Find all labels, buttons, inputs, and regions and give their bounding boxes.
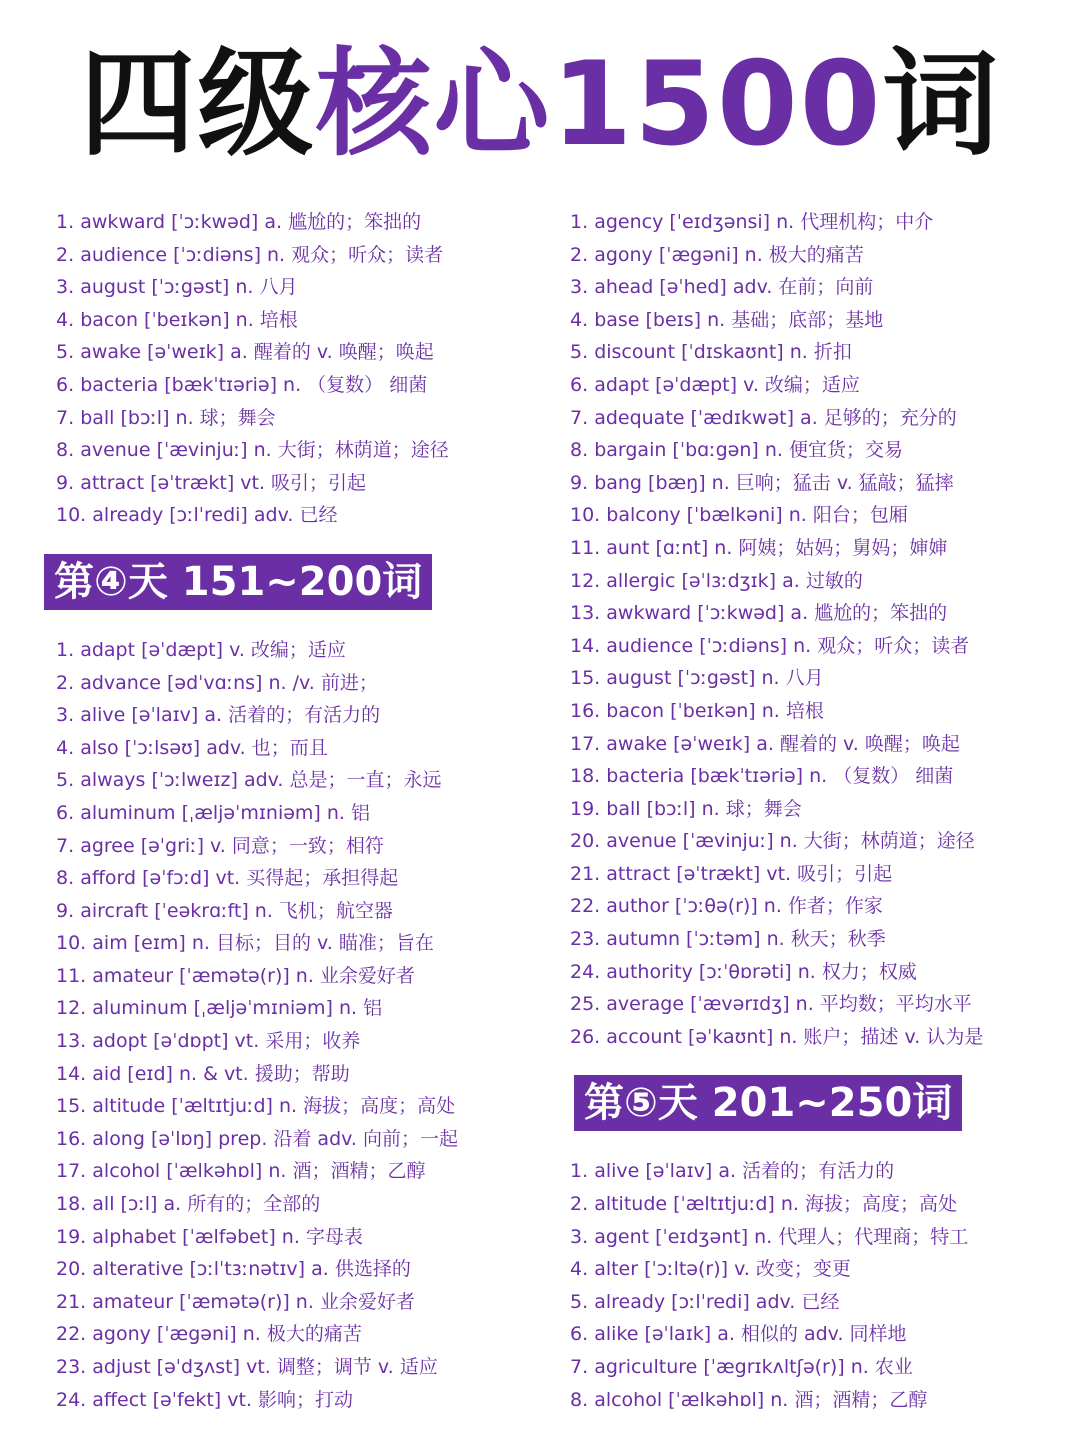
entry-text: base [beɪs] n. 基础；底部；基地	[594, 308, 884, 331]
word-entry	[56, 402, 556, 435]
word-entry	[56, 764, 556, 797]
word-entry	[56, 1025, 556, 1058]
entry-text: avenue [ˈævinjuː] n. 大街；林荫道；途径	[606, 830, 975, 853]
entry-text: audience [ˈɔːdiəns] n. 观众；听众；读者	[80, 243, 444, 266]
entry-text: bacteria [bækˈtɪəriə] n. （复数） 细菌	[606, 765, 954, 788]
entry-number: 7.	[56, 834, 75, 857]
entry-number: 6.	[570, 373, 589, 396]
word-entry	[56, 830, 556, 863]
entry-text: autumn [ˈɔːtəm] n. 秋天；秋季	[606, 928, 886, 951]
word-entry	[570, 956, 1070, 989]
page-title	[0, 37, 1080, 172]
word-entry	[56, 1286, 556, 1319]
word-entry	[570, 499, 1070, 532]
entry-text: alike [əˈlaɪk] a. 相似的 adv. 同样地	[594, 1323, 907, 1346]
word-entry	[56, 927, 556, 960]
entry-text: bacon [ˈbeɪkən] n. 培根	[80, 308, 298, 331]
entry-number: 2.	[570, 243, 589, 266]
entry-text: awake [əˈweɪk] a. 醒着的 v. 唤醒；唤起	[80, 341, 434, 364]
entry-number: 8.	[56, 439, 75, 462]
entry-number: 11.	[570, 536, 601, 559]
entry-text: aluminum [ˌæljəˈmɪniəm] n. 铝	[92, 997, 383, 1020]
entry-number: 14.	[56, 1062, 87, 1085]
entry-text: august [ˈɔːgəst] n. 八月	[80, 276, 298, 299]
title-part-purple: 核心1500	[315, 37, 883, 172]
word-entry	[56, 797, 556, 830]
entry-number: 5.	[56, 769, 75, 792]
word-entry	[570, 206, 1070, 239]
entry-text: adopt [əˈdɒpt] vt. 采用；收养	[92, 1030, 361, 1053]
entry-text: altitude [ˈæltɪtjuːd] n. 海拔；高度；高处	[92, 1095, 456, 1118]
entry-number: 3.	[56, 704, 75, 727]
word-entry	[570, 1351, 1070, 1384]
entry-number: 9.	[56, 899, 75, 922]
entry-text: adequate [ˈædɪkwət] a. 足够的；充分的	[594, 406, 957, 429]
entry-text: adapt [əˈdæpt] v. 改编；适应	[594, 373, 860, 396]
entry-number: 20.	[56, 1258, 87, 1281]
entry-number: 6.	[56, 373, 75, 396]
entry-number: 1.	[570, 211, 589, 233]
entry-number: 1.	[56, 638, 75, 661]
entry-text: aid [eɪd] n. & vt. 援助；帮助	[92, 1062, 350, 1085]
word-entry	[570, 434, 1070, 467]
word-entry	[570, 1384, 1070, 1417]
word-entry	[570, 565, 1070, 598]
word-entry	[56, 634, 556, 667]
entry-text: bacon [ˈbeɪkən] n. 培根	[606, 699, 824, 722]
entry-text: avenue [ˈævinjuː] n. 大街；林荫道；途径	[80, 439, 449, 462]
entry-number: 4.	[56, 308, 75, 331]
entry-number: 13.	[570, 602, 601, 625]
entry-text: afford [əˈfɔːd] vt. 买得起；承担得起	[80, 867, 399, 890]
entry-number: 11.	[56, 964, 87, 987]
entry-text: average [ˈævərɪdʒ] n. 平均数；平均水平	[606, 993, 972, 1016]
title-part-black-end: 词	[882, 37, 1001, 172]
word-entry	[570, 532, 1070, 565]
word-entry	[56, 1123, 556, 1156]
word-entry	[56, 434, 556, 467]
left-column	[56, 206, 556, 1416]
entry-number: 12.	[56, 997, 87, 1020]
entry-number: 7.	[570, 1356, 589, 1378]
word-entry	[570, 304, 1070, 337]
entry-number: 6.	[56, 801, 75, 824]
entry-number: 8.	[570, 439, 589, 462]
entry-text: along [əˈlɒŋ] prep. 沿着 adv. 向前；一起	[92, 1127, 458, 1150]
entry-text: alive [əˈlaɪv] a. 活着的；有活力的	[594, 1160, 895, 1183]
word-entry	[570, 695, 1070, 728]
word-list-left-2	[56, 634, 556, 1416]
word-entry	[570, 1188, 1070, 1221]
entry-number: 10.	[570, 504, 601, 527]
word-entry	[570, 1253, 1070, 1286]
entry-text: attract [əˈtrækt] vt. 吸引；引起	[606, 862, 893, 885]
entry-text: affect [əˈfekt] vt. 影响；打动	[92, 1388, 354, 1411]
entry-number: 2.	[570, 1193, 589, 1216]
word-entry	[570, 597, 1070, 630]
entry-text: ball [bɔːl] n. 球；舞会	[80, 406, 276, 429]
entry-text: aircraft [ˈeəkrɑːft] n. 飞机；航空器	[80, 899, 393, 922]
entry-number: 22.	[570, 895, 601, 918]
entry-text: balcony [ˈbælkəni] n. 阳台；包厢	[606, 504, 908, 527]
entry-number: 17.	[570, 732, 601, 755]
entry-number: 15.	[56, 1095, 87, 1118]
word-entry	[570, 728, 1070, 761]
entry-text: aunt [ɑːnt] n. 阿姨；姑妈；舅妈；婶婶	[606, 536, 948, 559]
entry-text: also [ˈɔːlsəʊ] adv. 也；而且	[80, 736, 328, 759]
entry-number: 9.	[56, 471, 75, 494]
entry-number: 17.	[56, 1160, 87, 1183]
word-entry	[56, 667, 556, 700]
entry-number: 10.	[56, 932, 87, 955]
entry-text: agree [əˈgriː] v. 同意；一致；相符	[80, 834, 384, 857]
entry-number: 3.	[56, 276, 75, 299]
entry-text: ball [bɔːl] n. 球；舞会	[606, 797, 802, 820]
entry-number: 13.	[56, 1030, 87, 1053]
day-4-banner: 第④天 151~200词	[44, 554, 432, 610]
entry-number: 5.	[570, 341, 589, 364]
entry-text: bargain [ˈbɑːgən] n. 便宜货；交易	[594, 439, 903, 462]
word-entry	[570, 825, 1070, 858]
entry-text: alter [ˈɔːltə(r)] v. 改变；变更	[594, 1258, 851, 1281]
word-list-left-1	[56, 206, 556, 532]
word-entry	[56, 1318, 556, 1351]
entry-number: 5.	[56, 341, 75, 364]
entry-text: adjust [əˈdʒʌst] vt. 调整；调节 v. 适应	[92, 1356, 438, 1378]
entry-text: alive [əˈlaɪv] a. 活着的；有活力的	[80, 704, 381, 727]
entry-text: altitude [ˈæltɪtjuːd] n. 海拔；高度；高处	[594, 1193, 958, 1216]
entry-number: 19.	[56, 1225, 87, 1248]
word-entry	[56, 699, 556, 732]
entry-number: 21.	[570, 862, 601, 885]
entry-number: 15.	[570, 667, 601, 690]
word-entry	[56, 732, 556, 765]
word-entry	[570, 1286, 1070, 1319]
word-entry	[56, 1090, 556, 1123]
word-entry	[56, 499, 556, 532]
entry-number: 24.	[56, 1388, 87, 1411]
entry-text: adapt [əˈdæpt] v. 改编；适应	[80, 638, 346, 661]
right-column	[570, 206, 1070, 1416]
entry-number: 8.	[56, 867, 75, 890]
entry-number: 5.	[570, 1290, 589, 1313]
entry-number: 12.	[570, 569, 601, 592]
entry-number: 10.	[56, 504, 87, 527]
word-entry	[570, 1318, 1070, 1351]
entry-number: 18.	[570, 765, 601, 788]
title-part-black: 四级	[79, 37, 316, 172]
word-entry	[56, 467, 556, 500]
entry-text: author [ˈɔːθə(r)] n. 作者；作家	[606, 895, 883, 918]
entry-text: always [ˈɔːlweɪz] adv. 总是；一直；永远	[80, 769, 442, 792]
entry-number: 2.	[56, 243, 75, 266]
entry-text: august [ˈɔːgəst] n. 八月	[606, 667, 824, 690]
entry-text: agony [ˈægəni] n. 极大的痛苦	[594, 243, 864, 266]
entry-text: agency [ˈeɪdʒənsi] n. 代理机构；中介	[594, 211, 934, 233]
entry-number: 18.	[56, 1193, 87, 1216]
word-entry	[570, 1021, 1070, 1054]
entry-text: discount [ˈdɪskaʊnt] n. 折扣	[594, 341, 852, 364]
word-entry	[570, 662, 1070, 695]
entry-number: 4.	[56, 736, 75, 759]
entry-text: agony [ˈægəni] n. 极大的痛苦	[92, 1323, 362, 1346]
entry-number: 20.	[570, 830, 601, 853]
entry-text: ahead [əˈhed] adv. 在前；向前	[594, 276, 874, 299]
entry-text: alcohol [ˈælkəhɒl] n. 酒；酒精；乙醇	[594, 1388, 928, 1411]
word-entry	[570, 1155, 1070, 1188]
word-entry	[56, 369, 556, 402]
word-entry	[56, 336, 556, 369]
entry-text: amateur [ˈæmətə(r)] n. 业余爱好者	[92, 1290, 415, 1313]
entry-text: aim [eɪm] n. 目标；目的 v. 瞄准；旨在	[92, 932, 434, 955]
entry-text: all [ɔːl] a. 所有的；全部的	[92, 1193, 321, 1216]
word-list-right-2	[570, 1155, 1070, 1416]
entry-number: 14.	[570, 634, 601, 657]
entry-text: account [əˈkaʊnt] n. 账户；描述 v. 认为是	[606, 1025, 984, 1048]
entry-number: 16.	[56, 1127, 87, 1150]
word-entry	[56, 206, 556, 239]
entry-text: alcohol [ˈælkəhɒl] n. 酒；酒精；乙醇	[92, 1160, 426, 1183]
word-entry	[570, 858, 1070, 891]
word-entry	[56, 862, 556, 895]
word-entry	[570, 239, 1070, 272]
word-entry	[56, 271, 556, 304]
word-entry	[570, 923, 1070, 956]
entry-text: audience [ˈɔːdiəns] n. 观众；听众；读者	[606, 634, 970, 657]
entry-number: 22.	[56, 1323, 87, 1346]
entry-number: 7.	[570, 406, 589, 429]
word-entry	[570, 336, 1070, 369]
word-entry	[56, 1155, 556, 1188]
entry-number: 19.	[570, 797, 601, 820]
entry-number: 3.	[570, 1225, 589, 1248]
entry-number: 2.	[56, 671, 75, 694]
entry-number: 1.	[56, 211, 75, 233]
entry-number: 25.	[570, 993, 601, 1016]
entry-text: bang [bæŋ] n. 巨响；猛击 v. 猛敲；猛摔	[594, 471, 954, 494]
word-entry	[56, 304, 556, 337]
word-list-right-1	[570, 206, 1070, 1053]
word-entry	[56, 1221, 556, 1254]
entry-number: 26.	[570, 1025, 601, 1048]
word-entry	[570, 988, 1070, 1021]
entry-number: 23.	[56, 1356, 87, 1378]
word-entry	[56, 1253, 556, 1286]
entry-number: 6.	[570, 1323, 589, 1346]
word-entry	[56, 992, 556, 1025]
word-entry	[570, 793, 1070, 826]
word-entry	[56, 1058, 556, 1091]
entry-text: awake [əˈweɪk] a. 醒着的 v. 唤醒；唤起	[606, 732, 960, 755]
word-entry	[570, 369, 1070, 402]
entry-text: agriculture [ˈægrɪkʌltʃə(r)] n. 农业	[594, 1356, 913, 1378]
entry-number: 16.	[570, 699, 601, 722]
word-entry	[56, 239, 556, 272]
entry-number: 4.	[570, 1258, 589, 1281]
entry-text: aluminum [ˌæljəˈmɪniəm] n. 铝	[80, 801, 370, 824]
entry-number: 7.	[56, 406, 75, 429]
word-entry	[570, 890, 1070, 923]
entry-number: 23.	[570, 928, 601, 951]
entry-text: already [ɔːlˈredi] adv. 已经	[594, 1290, 840, 1313]
word-entry	[570, 630, 1070, 663]
word-entry	[56, 895, 556, 928]
word-entry	[56, 1188, 556, 1221]
word-entry	[570, 760, 1070, 793]
entry-text: attract [əˈtrækt] vt. 吸引；引起	[80, 471, 367, 494]
entry-number: 1.	[570, 1160, 589, 1183]
word-entry	[570, 402, 1070, 435]
entry-number: 4.	[570, 308, 589, 331]
entry-number: 9.	[570, 471, 589, 494]
entry-text: advance [ədˈvɑːns] n. /v. 前进；	[80, 671, 378, 694]
entry-text: alterative [ɔːlˈtɜːnətɪv] a. 供选择的	[92, 1258, 411, 1281]
word-entry	[570, 467, 1070, 500]
entry-text: alphabet [ˈælfəbet] n. 字母表	[92, 1225, 363, 1248]
entry-text: authority [ɔːˈθɒrəti] n. 权力；权威	[606, 960, 917, 983]
entry-number: 24.	[570, 960, 601, 983]
entry-text: allergic [əˈlɜːdʒɪk] a. 过敏的	[606, 569, 863, 592]
entry-text: agent [ˈeɪdʒənt] n. 代理人；代理商；特工	[594, 1225, 969, 1248]
word-entry	[570, 271, 1070, 304]
entry-number: 8.	[570, 1388, 589, 1411]
entry-text: amateur [ˈæmətə(r)] n. 业余爱好者	[92, 964, 415, 987]
entry-text: bacteria [bækˈtɪəriə] n. （复数） 细菌	[80, 373, 428, 396]
word-entry	[56, 1384, 556, 1417]
entry-text: awkward [ˈɔːkwəd] a. 尴尬的；笨拙的	[606, 602, 948, 625]
word-entry	[570, 1221, 1070, 1254]
entry-text: awkward [ˈɔːkwəd] a. 尴尬的；笨拙的	[80, 211, 422, 233]
entry-number: 3.	[570, 276, 589, 299]
day-5-banner: 第⑤天 201~250词	[574, 1075, 962, 1131]
word-entry	[56, 1351, 556, 1384]
entry-text: already [ɔːlˈredi] adv. 已经	[92, 504, 338, 527]
entry-number: 21.	[56, 1290, 87, 1313]
word-entry	[56, 960, 556, 993]
